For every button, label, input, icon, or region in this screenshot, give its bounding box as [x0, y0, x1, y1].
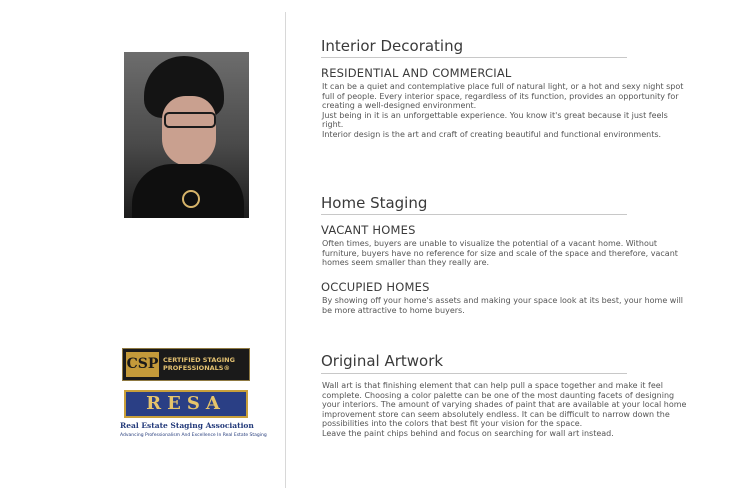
- section-rule: [321, 214, 627, 215]
- section-title-staging: Home Staging: [321, 194, 428, 212]
- pendant-shape: [182, 190, 200, 208]
- profile-column: [0, 0, 270, 504]
- column-divider: [285, 12, 286, 488]
- section-title-artwork: Original Artwork: [321, 352, 444, 370]
- subtitle-vacant: VACANT HOMES: [321, 223, 416, 237]
- section-rule: [321, 373, 627, 374]
- artwork-body: Wall art is that finishing element that can help pull a space together and make it feel complete. Choosing a color palette can be one of the most daunting facets of designing your interiors. The amount of varying shades of paint that are available at your local home improvement store can seem absolutely endless. It can be difficult to narrow down the possibilities into the colors that best fit your vision for the space. Leave the paint chips behind and focus on searching for wall art instead.: [322, 381, 687, 438]
- resa-tagline: Advancing Professionalism And Excellence In Real Estate Staging: [120, 433, 267, 438]
- profile-photo: [124, 52, 249, 218]
- csp-mark: CSP: [126, 352, 159, 377]
- subtitle-residential: RESIDENTIAL AND COMMERCIAL: [321, 66, 512, 80]
- resa-logo: [120, 388, 267, 444]
- interior-body: It can be a quiet and contemplative place full of natural light, or a hot and sexy night spot full of people. Every interior space, regardless of its function, provides an opportunity for creating a well-designed environment. Just being in it is an unforgettable experience. You know it's great because it just feels right. Interior design is the art and craft of creating beautiful and functional environments.: [322, 82, 684, 139]
- section-rule: [321, 57, 627, 58]
- section-title-interior: Interior Decorating: [321, 37, 464, 55]
- csp-text: CERTIFIED STAGING PROFESSIONALS®: [163, 356, 235, 372]
- resa-letters: RESA: [124, 390, 248, 418]
- csp-logo: [122, 348, 250, 381]
- vacant-body: Often times, buyers are unable to visualize the potential of a vacant home. Without furniture, buyers have no reference for size and scale of the space and therefore, vacant homes seem smaller than they really are.: [322, 239, 678, 267]
- glasses-shape: [164, 112, 216, 128]
- resa-name: Real Estate Staging Association: [120, 421, 254, 430]
- occupied-body: By showing off your home's assets and making your space look at its best, your home will be more attractive to home buyers.: [322, 296, 684, 315]
- subtitle-occupied: OCCUPIED HOMES: [321, 280, 430, 294]
